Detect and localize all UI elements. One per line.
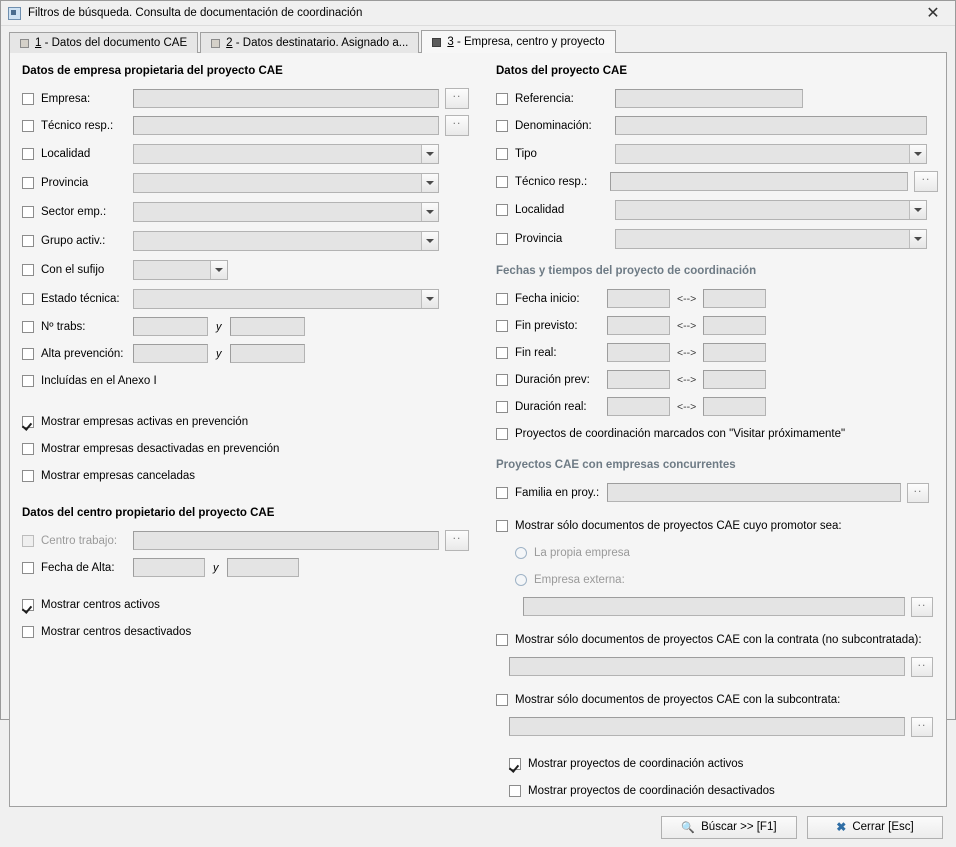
label-estado-tecnica: Estado técnica: [41,292,120,305]
select-estado-tecnica[interactable] [133,289,439,309]
label-empresa-externa: Empresa externa: [534,573,625,586]
chevron-down-icon [210,261,227,279]
row-subcontrata-input [509,715,938,738]
row-denominacion [496,114,938,137]
label-proyectos-desactivados: Mostrar proyectos de coordinación desactivados [528,784,775,797]
browse-subcontrata-button[interactable] [911,717,933,737]
input-duracion-real-from[interactable] [607,397,670,416]
row-referencia [496,87,938,110]
checkbox-provincia[interactable] [22,177,34,189]
filters-panel [9,52,947,807]
checkbox-localidad[interactable] [22,148,34,160]
checkbox-localidad-proyecto[interactable] [496,204,508,216]
select-localidad-proyecto[interactable] [615,200,927,220]
label-contrata: Mostrar sólo documentos de proyectos CAE con la contrata (no subcontratada): [515,633,922,646]
row-tecnico-resp [22,114,478,137]
chevron-down-icon [421,290,438,308]
row-subcontrata [496,688,938,711]
select-localidad[interactable] [133,144,439,164]
label-empresa: Empresa: [41,92,91,105]
browse-contrata-button[interactable] [911,657,933,677]
row-alta-prevencion [22,342,478,365]
row-incluidas-anexo [22,369,478,392]
group-title-proyecto-cae: Datos del proyecto CAE [496,65,627,77]
checkbox-fecha-alta[interactable] [22,562,34,574]
row-localidad [22,141,478,166]
checkbox-denominacion[interactable] [496,120,508,132]
checkbox-fecha-inicio[interactable] [496,293,508,305]
checkbox-centro-trabajo[interactable] [22,535,34,547]
label-proyectos-activos: Mostrar proyectos de coordinación activos [528,757,744,770]
cancel-button[interactable] [807,816,943,839]
left-column [10,53,486,806]
range-separator: <--> [677,346,697,359]
row-familia-en-proy [496,481,938,504]
row-centro-trabajo [22,529,478,552]
label-fin-previsto: Fin previsto: [515,319,578,332]
row-mostrar-empresas-canceladas [22,464,478,487]
browse-centro-trabajo-button[interactable] [445,530,469,551]
window-title: Filtros de búsqueda. Consulta de documentación de coordinación [28,7,363,19]
right-column [486,53,946,806]
input-referencia[interactable] [615,89,803,108]
select-provincia-proyecto[interactable] [615,229,927,249]
input-familia-en-proy[interactable] [607,483,901,502]
tab-marker-icon [20,39,29,48]
checkbox-provincia-proyecto[interactable] [496,233,508,245]
input-fin-real-from[interactable] [607,343,670,362]
checkbox-visitar-proximamente[interactable] [496,428,508,440]
radio-empresa-externa[interactable] [515,574,527,586]
row-sector-emp [22,199,478,224]
input-centro-trabajo[interactable] [133,531,439,550]
label-familia-en-proy: Familia en proy.: [515,486,600,499]
search-button-label: Búscar >> [F1] [701,821,777,833]
chevron-down-icon [909,201,926,219]
select-provincia[interactable] [133,173,439,193]
row-empresa [22,87,478,110]
browse-empresa-button[interactable] [445,88,469,109]
chevron-down-icon [421,145,438,163]
input-duracion-prev-from[interactable] [607,370,670,389]
input-fin-previsto-to[interactable] [703,316,766,335]
input-fecha-inicio-to[interactable] [703,289,766,308]
input-subcontrata[interactable] [509,717,905,736]
input-empresa-externa[interactable] [523,597,905,616]
checkbox-tipo[interactable] [496,148,508,160]
label-y-n-trabs: y [216,320,222,333]
row-grupo-activ [22,228,478,253]
group-title-centro-propietario: Datos del centro propietario del proyecto CAE [22,507,275,519]
checkbox-promotor-sea[interactable] [496,520,508,532]
checkbox-fin-previsto[interactable] [496,320,508,332]
label-localidad-proyecto: Localidad [515,203,565,216]
input-tecnico-resp-proyecto[interactable] [610,172,908,191]
chevron-down-icon [909,230,926,248]
chevron-down-icon [909,145,926,163]
label-y-fecha-alta: y [213,561,219,574]
range-separator: <--> [677,292,697,305]
checkbox-tecnico-resp-proyecto[interactable] [496,176,508,188]
row-mostrar-centros-desactivados [22,620,478,643]
tab-datos-destinatario[interactable] [200,32,419,53]
tab-label: - Datos destinatario. Asignado a... [232,37,409,49]
label-provincia: Provincia [41,176,89,189]
checkbox-tecnico-resp[interactable] [22,120,34,132]
label-duracion-real: Duración real: [515,400,587,413]
tab-number: 1 [35,37,42,49]
row-n-trabs [22,315,478,338]
row-contrata-input [509,655,938,678]
input-fin-real-to[interactable] [703,343,766,362]
label-promotor-sea: Mostrar sólo documentos de proyectos CAE cuyo promotor sea: [515,519,842,532]
label-subcontrata: Mostrar sólo documentos de proyectos CAE con la subcontrata: [515,693,841,706]
label-alta-prevencion: Alta prevención: [41,347,124,360]
label-fecha-alta: Fecha de Alta: [41,561,115,574]
select-tipo[interactable] [615,144,927,164]
row-duracion-prev [496,368,938,391]
row-fecha-alta [22,556,478,579]
row-la-propia-empresa [515,541,938,564]
input-tecnico-resp[interactable] [133,116,439,135]
label-referencia: Referencia: [515,92,574,105]
label-duracion-prev: Duración prev: [515,373,590,386]
row-fecha-inicio [496,287,938,310]
input-fecha-inicio-from[interactable] [607,289,670,308]
browse-empresa-externa-button[interactable] [911,597,933,617]
input-alta-prevencion-to[interactable] [230,344,305,363]
checkbox-sector-emp[interactable] [22,206,34,218]
label-mostrar-centros-desactivados: Mostrar centros desactivados [41,625,192,638]
input-fecha-alta-from[interactable] [133,558,205,577]
input-denominacion[interactable] [615,116,927,135]
tab-number: 3 [447,36,454,48]
row-fin-real [496,341,938,364]
row-empresa-externa-input [523,595,938,618]
row-estado-tecnica [22,286,478,311]
browse-tecnico-resp-proyecto-button[interactable] [914,171,938,192]
row-promotor-sea [496,514,938,537]
range-separator: <--> [677,400,697,413]
search-icon: 🔍 [681,821,696,834]
input-alta-prevencion-from[interactable] [133,344,208,363]
label-con-el-sufijo: Con el sufijo [41,263,105,276]
label-denominacion: Denominación: [515,119,592,132]
label-tecnico-resp: Técnico resp.: [41,119,114,132]
row-mostrar-empresas-desactivadas [22,437,478,460]
row-mostrar-empresas-activas [22,410,478,433]
close-icon[interactable]: ✕ [926,5,940,22]
row-tecnico-resp-proyecto [496,170,938,193]
close-x-icon: ✖ [836,820,847,834]
label-n-trabs: Nº trabs: [41,320,86,333]
label-fin-real: Fin real: [515,346,557,359]
select-con-el-sufijo[interactable] [133,260,228,280]
input-fecha-alta-to[interactable] [227,558,299,577]
tab-marker-icon [211,39,220,48]
tab-marker-icon [432,38,441,47]
checkbox-n-trabs[interactable] [22,321,34,333]
checkbox-proyectos-activos[interactable] [509,758,521,770]
checkbox-familia-en-proy[interactable] [496,487,508,499]
checkbox-subcontrata[interactable] [496,694,508,706]
row-visitar-proximamente [496,422,938,445]
checkbox-mostrar-empresas-activas[interactable] [22,416,34,428]
row-tipo [496,141,938,166]
input-fin-previsto-from[interactable] [607,316,670,335]
input-n-trabs-from[interactable] [133,317,208,336]
row-provincia-proyecto [496,226,938,251]
label-tipo: Tipo [515,147,537,160]
row-duracion-real [496,395,938,418]
checkbox-mostrar-centros-desactivados[interactable] [22,626,34,638]
label-mostrar-empresas-canceladas: Mostrar empresas canceladas [41,469,196,482]
label-grupo-activ: Grupo activ.: [41,234,106,247]
label-fecha-inicio: Fecha inicio: [515,292,580,305]
input-empresa[interactable] [133,89,439,108]
row-proyectos-activos [509,752,938,775]
tab-strip [1,26,955,52]
input-duracion-prev-to[interactable] [703,370,766,389]
select-sector-emp[interactable] [133,202,439,222]
chevron-down-icon [421,232,438,250]
tab-number: 2 [226,37,233,49]
cancel-button-label: Cerrar [Esc] [852,821,914,833]
checkbox-duracion-real[interactable] [496,401,508,413]
title-bar [1,1,955,26]
row-provincia [22,170,478,195]
checkbox-grupo-activ[interactable] [22,235,34,247]
input-contrata[interactable] [509,657,905,676]
row-proyectos-desactivados [509,779,938,802]
chevron-down-icon [421,203,438,221]
checkbox-estado-tecnica[interactable] [22,293,34,305]
search-button[interactable] [661,816,797,839]
checkbox-mostrar-empresas-canceladas[interactable] [22,470,34,482]
label-centro-trabajo: Centro trabajo: [41,534,118,547]
chevron-down-icon [421,174,438,192]
select-grupo-activ[interactable] [133,231,439,251]
checkbox-empresa[interactable] [22,93,34,105]
dialog-footer [1,807,955,847]
range-separator: <--> [677,319,697,332]
row-empresa-externa [515,568,938,591]
checkbox-con-el-sufijo[interactable] [22,264,34,276]
checkbox-contrata[interactable] [496,634,508,646]
checkbox-mostrar-centros-activos[interactable] [22,599,34,611]
window-icon [8,7,21,20]
label-localidad: Localidad [41,147,91,160]
label-mostrar-empresas-activas: Mostrar empresas activas en prevención [41,415,249,428]
browse-tecnico-resp-button[interactable] [445,115,469,136]
group-title-fechas-tiempos: Fechas y tiempos del proyecto de coordinación [496,265,757,277]
checkbox-fin-real[interactable] [496,347,508,359]
group-title-empresa-propietaria: Datos de empresa propietaria del proyecto CAE [22,65,283,77]
label-visitar-proximamente: Proyectos de coordinación marcados con "Visitar próximamente" [515,427,846,440]
row-localidad-proyecto [496,197,938,222]
checkbox-mostrar-empresas-desactivadas[interactable] [22,443,34,455]
checkbox-duracion-prev[interactable] [496,374,508,386]
label-la-propia-empresa: La propia empresa [534,546,630,559]
checkbox-alta-prevencion[interactable] [22,348,34,360]
tab-label: - Datos del documento CAE [41,37,188,49]
row-con-el-sufijo [22,257,478,282]
checkbox-referencia[interactable] [496,93,508,105]
label-mostrar-empresas-desactivadas: Mostrar empresas desactivadas en prevención [41,442,280,455]
input-n-trabs-to[interactable] [230,317,305,336]
label-sector-emp: Sector emp.: [41,205,107,218]
label-incluidas-anexo: Incluídas en el Anexo I [41,374,157,387]
label-mostrar-centros-activos: Mostrar centros activos [41,598,160,611]
group-title-empresas-concurrentes: Proyectos CAE con empresas concurrentes [496,459,736,471]
browse-familia-button[interactable] [907,483,929,503]
tab-empresa-centro-proyecto[interactable] [421,30,615,53]
checkbox-incluidas-anexo[interactable] [22,375,34,387]
label-provincia-proyecto: Provincia [515,232,563,245]
label-tecnico-resp-proyecto: Técnico resp.: [515,175,588,188]
row-fin-previsto [496,314,938,337]
tab-datos-documento-cae[interactable] [9,32,198,53]
row-contrata [496,628,938,651]
row-mostrar-centros-activos [22,593,478,616]
checkbox-proyectos-desactivados[interactable] [509,785,521,797]
label-y-alta-prevencion: y [216,347,222,360]
radio-la-propia-empresa[interactable] [515,547,527,559]
range-separator: <--> [677,373,697,386]
tab-label: - Empresa, centro y proyecto [453,36,605,48]
input-duracion-real-to[interactable] [703,397,766,416]
